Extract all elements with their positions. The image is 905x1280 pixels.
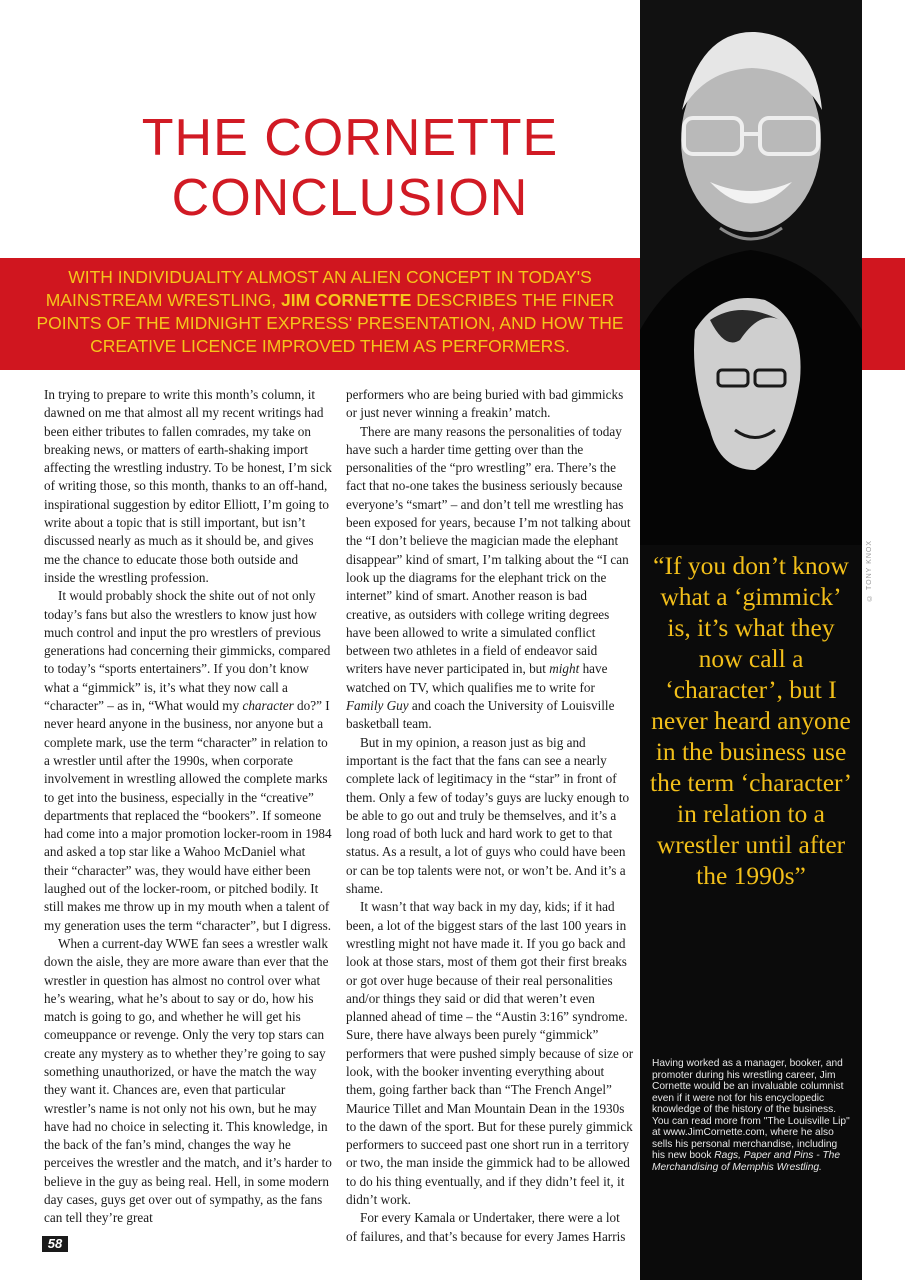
text-run: There are many reasons the personalities of today have such a harder time getting over than the personalities of the “pro wrestling” era. There’s the fact that no-one takes the business seriously because everyone’s “smart” – and don’t tell me wrestling has been exposed for years, because I’m not talking about the “I don’t believe the magician made the elephant disappear” kind of smart, I’m talking about the “I can look up the diagrams for the elephant trick on the internet” kind of smart. Another reason is bad creative, as outsiders with college writing degrees have been allowed to write a simulated conflict between two athletes in a field of endeavor said writers have never participated in, but bbox=[346, 423, 631, 677]
paragraph: When a current-day WWE fan sees a wrestler walk down the aisle, they are more aware than ever that the wrestler in question has almost no control over what he’s wearing, what he’s about to say or do, how his match is going to go, and whether he will get his comeuppance or revenge. Only the very top stars can create any mystery as to whether they’re going to say something unauthorized, or have the match the way they want it. Chances are, even that particular wrestler’s name is not only not his own, but he may have had no choice in selecting it. This knowledge, in the back of the fan’s mind, changes the way he perceives the wrestler and the match, and it’s harder to believe in the guy as being real. Hell, in some modern day cases, guys get over out of sympathy, as the fans can tell they’re great bbox=[44, 935, 332, 1226]
text-run: It would probably shock the shite out of not only today’s fans but also the wrestlers to know just how much control and input the pro wrestlers of previous generations had concerning their gimmicks, compared to today’s “sports entertainers”. If you don’t know what a “gimmick” is, it’s what they now call a “character” – as in, “What would my bbox=[44, 588, 331, 714]
emphasis: Family Guy bbox=[346, 698, 409, 714]
emphasis: character bbox=[242, 698, 294, 714]
paragraph: In trying to prepare to write this month’s column, it dawned on me that almost all my recent writings had been either tributes to fallen comrades, my take on breaking news, or matters of earth-shaking import affecting the wrestling industry. To be honest, I’m sick of writing those, so this month, thanks to an off-hand, inspirational suggestion by editor Elliott, I’m going to write about a topic that is still important, but isn’t discussed nearly as much as it should be, and gives me the chance to educate those both outside and inside the wrestling profession. bbox=[44, 387, 332, 585]
standfirst bbox=[30, 266, 630, 358]
photo-credit: © TONY KNOX bbox=[866, 540, 873, 601]
paragraph: But in my opinion, a reason just as big and important is the fact that the fans can see a nearly complete lack of legitimacy in the “star” in front of them. Only a few of today’s guys are lucky enough to be able to go out and truly be themselves, and it’s a long road of both luck and hard work to get to that status. As a result, a lot of guys who could have been or can be top talents were not, or won’t be. And it’s a shame. bbox=[346, 734, 630, 897]
bio-text: Having worked as a manager, booker, and promoter during his wrestling career, Jim Cornette would be an invaluable columnist even if it were not for his encyclopedic knowledge of the history of the business. You can read more from "The Louisville Lip" at www.JimCornette.com, where he also sells his personal merchandise, including his new book bbox=[652, 1058, 850, 1161]
paragraph bbox=[346, 423, 634, 734]
text-run: and coach the University of Louisville basketball team. bbox=[346, 698, 615, 732]
standfirst-text-after: DESCRIBES THE FINER POINTS OF THE MIDNIGHT EXPRESS' PRESENTATION, AND HOW THE CREATIVE LICENCE IMPROVED THEM AS PERFORMERS. bbox=[36, 290, 624, 356]
pull-quote: “If you don’t know what a ‘gimmick’ is, it’s what they now call a ‘character’, but I never heard anyone in the business use the term ‘character’ in relation to a wrestler until after the 1990s” bbox=[650, 551, 852, 890]
page-number: 58 bbox=[42, 1236, 68, 1252]
paragraph: performers who are being buried with bad gimmicks or just never winning a freakin’ match. bbox=[346, 387, 624, 421]
paragraph: For every Kamala or Undertaker, there were a lot of failures, and that’s because for every James Harris bbox=[346, 1210, 626, 1244]
bio-book-title: Rags, Paper and Pins - The Merchandising of Memphis Wrestling. bbox=[652, 1150, 841, 1173]
standfirst-text-before: WITH INDIVIDUALITY ALMOST AN ALIEN CONCEPT IN TODAY'S MAINSTREAM WRESTLING, bbox=[45, 267, 592, 310]
text-run: do?” I never heard anyone in the business, nor anyone but a complete mark, use the term “character” in relation to a wrestler until after the 1990s, when corporate involvement in wrestling allowed the complete marks to get into the business, especially in the “creative” departments that replaced the “bookers”. If someone had come into a major promotion locker-room in 1984 and asked a top star like a Wahoo McDaniel what their “character” was, they would have either been laughed out of the locker-room, or pitched bodily. It still makes me throw up in my mouth when a talent of my generation uses the term “character”, but I digress. bbox=[44, 698, 332, 933]
paragraph: It wasn’t that way back in my day, kids; if it had been, a lot of the biggest stars of the last 100 years in wrestling might not have made it. If you go back and look at those stars, most of them got their first breaks or got over huge because of their real personalities and/or things they said or did that weren’t even planned ahead of time – the “Austin 3:16” syndrome. Sure, there have always been purely “gimmick” performers that were pushed simply because of size or look, with the booker inventing everything about them, going farther back than “The French Angel” Maurice Tillet and Man Mountain Dean in the 1930s to the dawn of the sport. But for these purely gimmick performers to succeed past one short run in a territory or two, the man inside the gimmick had to be allowed to do his thing eventually, and if they didn’t feel it, it didn’t work. bbox=[346, 899, 634, 1208]
author-bio bbox=[652, 1058, 852, 1173]
emphasis: might bbox=[549, 661, 580, 677]
author-photo bbox=[640, 0, 862, 545]
article-title: THE CORNETTE CONCLUSION bbox=[141, 109, 559, 227]
paragraph bbox=[44, 587, 332, 935]
text-run: have watched on TV, which qualifies me to write for bbox=[346, 661, 608, 695]
standfirst-author: JIM CORNETTE bbox=[281, 290, 412, 310]
body-column-1 bbox=[44, 386, 332, 1228]
body-column-2 bbox=[346, 386, 634, 1246]
